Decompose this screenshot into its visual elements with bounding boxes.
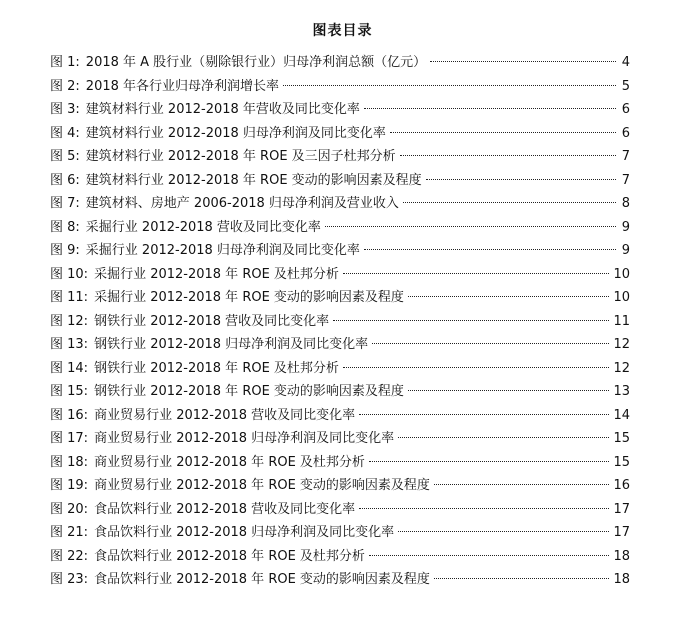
toc-entry[interactable] [50, 568, 630, 592]
toc-entry-text: 建筑材料行业 2012-2018 年营收及同比变化率 [85, 102, 360, 117]
toc-entry-text: 2018 年 A 股行业（剔除银行业）归母净利润总额（亿元） [85, 55, 427, 70]
toc-entry-text: 商业贸易行业 2012-2018 营收及同比变化率 [94, 407, 356, 423]
toc-entry-prefix: 图 14: [50, 360, 89, 376]
toc-entry-text: 钢铁行业 2012-2018 归母净利润及同比变化率 [94, 337, 369, 352]
toc-entry-label [50, 169, 422, 188]
toc-entry-page: 15 [613, 454, 630, 470]
toc-entry[interactable] [50, 380, 630, 404]
toc-entry-label [50, 75, 279, 94]
toc-entry-text: 采掘行业 2012-2018 年 ROE 变动的影响因素及程度 [94, 290, 404, 305]
toc-entry-page: 16 [613, 478, 630, 493]
toc-entry-label [50, 545, 365, 564]
dot-leader [408, 390, 610, 391]
dot-leader [359, 508, 609, 509]
toc-entry-text: 建筑材料、房地产 2006-2018 归母净利润及营业收入 [85, 196, 399, 211]
toc-entry-prefix: 图 8: [50, 219, 80, 235]
toc-entry[interactable] [50, 192, 630, 216]
toc-entry-label [50, 239, 360, 258]
toc-entry-text: 食品饮料行业 2012-2018 年 ROE 变动的影响因素及程度 [94, 572, 430, 587]
toc-entry-page: 11 [613, 313, 630, 329]
toc-entry[interactable] [50, 286, 630, 310]
toc-entry[interactable] [50, 239, 630, 263]
toc-entry-page: 18 [613, 572, 630, 587]
toc-entry[interactable] [50, 122, 630, 146]
toc-entry-page: 8 [621, 196, 630, 211]
toc-entry-prefix: 图 11: [50, 290, 89, 305]
dot-leader [333, 320, 609, 321]
toc-entry-page: 4 [621, 55, 630, 70]
toc-entry-text: 2018 年各行业归母净利润增长率 [85, 78, 280, 94]
toc-entry[interactable] [50, 75, 630, 99]
toc-entry-text: 采掘行业 2012-2018 归母净利润及同比变化率 [85, 243, 360, 258]
toc-entry-page: 17 [613, 501, 630, 517]
toc-entry-label [50, 122, 386, 141]
toc-entry-prefix: 图 9: [50, 243, 80, 258]
toc-list [50, 51, 630, 592]
toc-entry-text: 建筑材料行业 2012-2018 年 ROE 及三因子杜邦分析 [85, 149, 396, 164]
toc-entry-page: 13 [613, 384, 630, 399]
toc-entry-page: 6 [621, 125, 630, 141]
toc-entry-label [50, 474, 430, 493]
toc-entry-label [50, 333, 368, 352]
dot-leader [364, 249, 616, 250]
toc-entry-page: 15 [613, 431, 630, 446]
toc-entry-label [50, 521, 394, 540]
dot-leader [430, 61, 616, 62]
toc-entry-prefix: 图 5: [50, 149, 80, 164]
toc-entry-text: 食品饮料行业 2012-2018 年 ROE 及杜邦分析 [94, 548, 365, 564]
toc-entry[interactable] [50, 427, 630, 451]
toc-entry[interactable] [50, 333, 630, 357]
toc-entry-label [50, 98, 360, 117]
toc-entry-prefix: 图 23: [50, 572, 89, 587]
toc-entry-page: 6 [621, 102, 630, 117]
toc-entry-label [50, 568, 430, 587]
toc-entry-label [50, 263, 339, 282]
toc-entry-prefix: 图 1: [50, 55, 80, 70]
toc-entry-prefix: 图 13: [50, 337, 89, 352]
toc-entry[interactable] [50, 404, 630, 428]
toc-entry-text: 商业贸易行业 2012-2018 年 ROE 变动的影响因素及程度 [94, 478, 430, 493]
toc-entry-prefix: 图 12: [50, 313, 89, 329]
dot-leader [325, 226, 616, 227]
toc-entry-label [50, 498, 355, 517]
toc-entry-page: 17 [613, 525, 630, 540]
toc-entry-prefix: 图 2: [50, 78, 80, 94]
toc-entry-label [50, 404, 355, 423]
toc-entry-page: 9 [621, 219, 630, 235]
toc-entry-text: 钢铁行业 2012-2018 营收及同比变化率 [94, 313, 330, 329]
toc-entry-text: 采掘行业 2012-2018 年 ROE 及杜邦分析 [94, 266, 339, 282]
toc-entry[interactable] [50, 216, 630, 240]
dot-leader [372, 343, 609, 344]
toc-entry-label [50, 380, 404, 399]
toc-entry-prefix: 图 10: [50, 266, 89, 282]
toc-entry[interactable] [50, 98, 630, 122]
toc-entry-page: 12 [613, 337, 630, 352]
toc-entry-label [50, 145, 396, 164]
toc-entry-text: 建筑材料行业 2012-2018 年 ROE 变动的影响因素及程度 [85, 172, 422, 188]
dot-leader [408, 296, 610, 297]
toc-entry-page: 10 [613, 266, 630, 282]
dot-leader [434, 578, 610, 579]
toc-entry-label [50, 216, 321, 235]
dot-leader [400, 155, 616, 156]
toc-entry-text: 食品饮料行业 2012-2018 营收及同比变化率 [94, 501, 356, 517]
toc-entry[interactable] [50, 451, 630, 475]
toc-entry-label [50, 192, 399, 211]
dot-leader [369, 461, 610, 462]
toc-entry[interactable] [50, 498, 630, 522]
toc-entry-prefix: 图 17: [50, 431, 89, 446]
toc-entry-page: 12 [613, 360, 630, 376]
toc-entry-label [50, 51, 426, 70]
dot-leader [359, 414, 609, 415]
toc-entry[interactable] [50, 474, 630, 498]
dot-leader [398, 437, 609, 438]
toc-entry[interactable] [50, 145, 630, 169]
toc-entry-page: 5 [621, 78, 630, 94]
toc-entry-page: 10 [613, 290, 630, 305]
toc-entry-label [50, 357, 339, 376]
toc-entry-page: 9 [621, 243, 630, 258]
toc-entry-text: 商业贸易行业 2012-2018 年 ROE 及杜邦分析 [94, 454, 365, 470]
toc-entry-text: 建筑材料行业 2012-2018 归母净利润及同比变化率 [85, 125, 386, 141]
toc-entry[interactable] [50, 310, 630, 334]
dot-leader [390, 132, 616, 133]
toc-entry[interactable] [50, 169, 630, 193]
toc-entry[interactable] [50, 545, 630, 569]
toc-entry-prefix: 图 16: [50, 407, 89, 423]
dot-leader [403, 202, 616, 203]
toc-entry-page: 18 [613, 548, 630, 564]
toc-entry-prefix: 图 7: [50, 196, 80, 211]
dot-leader [426, 179, 616, 180]
toc-entry-prefix: 图 19: [50, 478, 89, 493]
toc-entry-prefix: 图 3: [50, 102, 80, 117]
toc-entry-label [50, 310, 329, 329]
toc-entry-prefix: 图 20: [50, 501, 89, 517]
toc-entry-prefix: 图 21: [50, 525, 89, 540]
dot-leader [398, 531, 609, 532]
toc-entry-prefix: 图 15: [50, 384, 89, 399]
dot-leader [283, 85, 616, 86]
toc-entry-page: 14 [613, 407, 630, 423]
toc-entry-text: 商业贸易行业 2012-2018 归母净利润及同比变化率 [94, 431, 395, 446]
dot-leader [343, 367, 610, 368]
dot-leader [364, 108, 616, 109]
toc-entry-prefix: 图 4: [50, 125, 80, 141]
toc-entry[interactable] [50, 357, 630, 381]
toc-title: 图表目录 [312, 23, 373, 39]
toc-entry-text: 钢铁行业 2012-2018 年 ROE 及杜邦分析 [94, 360, 339, 376]
toc-entry-prefix: 图 6: [50, 172, 80, 188]
toc-entry[interactable] [50, 51, 630, 75]
toc-entry[interactable] [50, 263, 630, 287]
toc-entry-prefix: 图 22: [50, 548, 89, 564]
toc-entry-label [50, 427, 394, 446]
toc-entry-text: 钢铁行业 2012-2018 年 ROE 变动的影响因素及程度 [94, 384, 404, 399]
dot-leader [434, 484, 610, 485]
toc-entry-prefix: 图 18: [50, 454, 89, 470]
toc-entry-label [50, 451, 365, 470]
toc-entry-label [50, 286, 404, 305]
dot-leader [369, 555, 610, 556]
toc-entry-text: 食品饮料行业 2012-2018 归母净利润及同比变化率 [94, 525, 395, 540]
dot-leader [343, 273, 610, 274]
toc-entry-page: 7 [621, 172, 630, 188]
toc-entry-text: 采掘行业 2012-2018 营收及同比变化率 [85, 219, 321, 235]
toc-entry[interactable] [50, 521, 630, 545]
toc-entry-page: 7 [621, 149, 630, 164]
